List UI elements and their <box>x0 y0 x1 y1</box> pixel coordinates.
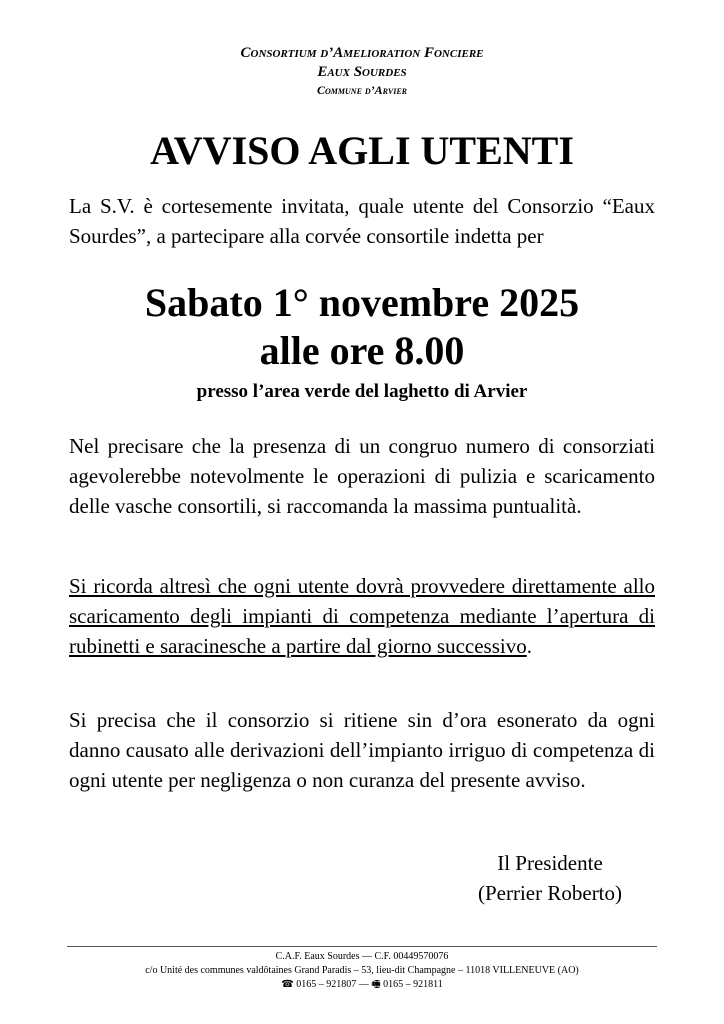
punctuality-paragraph: Nel precisare che la presenza di un congruo numero di consorziati agevolerebbe notevolmente le operazioni di pulizia e scaricamento delle vasche consortili, si raccomanda la massima puntualità. <box>69 434 655 518</box>
notice-title: AVVISO AGLI UTENTI <box>150 128 574 173</box>
event-place: presso l’area verde del laghetto di Arvier <box>196 381 528 402</box>
letterhead-commune: Commune d’Arvier <box>317 83 407 97</box>
liability-paragraph: Si precisa che il consorzio si ritiene sin d’ora esonerato da ogni danno causato alle derivazioni dell’impianto irriguo di competenza di ogni utente per negligenza o non curanza del presente avviso. <box>69 708 655 792</box>
footer-address: c/o Unité des communes valdôtaines Grand Paradis – 53, lieu-dit Champagne – 11018 VILLENEUVE (AO) <box>145 965 579 976</box>
event-date: Sabato 1° novembre 2025 <box>144 280 580 325</box>
letterhead-consortium-name: Consortium d’Amelioration Fonciere <box>240 45 484 61</box>
letterhead <box>0 44 724 98</box>
footer-fiscal-code: C.A.F. Eaux Sourdes — C.F. 00449570076 <box>275 951 449 962</box>
event-time: alle ore 8.00 <box>259 328 465 373</box>
reminder-paragraph <box>69 571 655 661</box>
footer-phone-fax: ☎ 0165 – 921807 — 🖷 0165 – 921811 <box>281 979 443 990</box>
footer <box>0 950 724 992</box>
reminder-underlined-text: Si ricorda altresì che ogni utente dovrà provvedere direttamente allo scaricamento degli impianti di competenza mediante l’apertura di rubinetti e saracinesche a partire dal giorno successivo <box>69 574 655 658</box>
signature-block <box>440 848 660 908</box>
letterhead-eaux-sourdes: Eaux Sourdes <box>317 64 407 80</box>
signature-name: (Perrier Roberto) <box>477 881 623 905</box>
intro-paragraph: La S.V. è cortesemente invitata, quale utente del Consorzio “Eaux Sourdes”, a partecipare alla corvée consortile indetta per <box>69 194 655 248</box>
footer-divider <box>67 946 657 947</box>
signature-role: Il Presidente <box>497 851 603 875</box>
reminder-period: . <box>526 634 532 658</box>
